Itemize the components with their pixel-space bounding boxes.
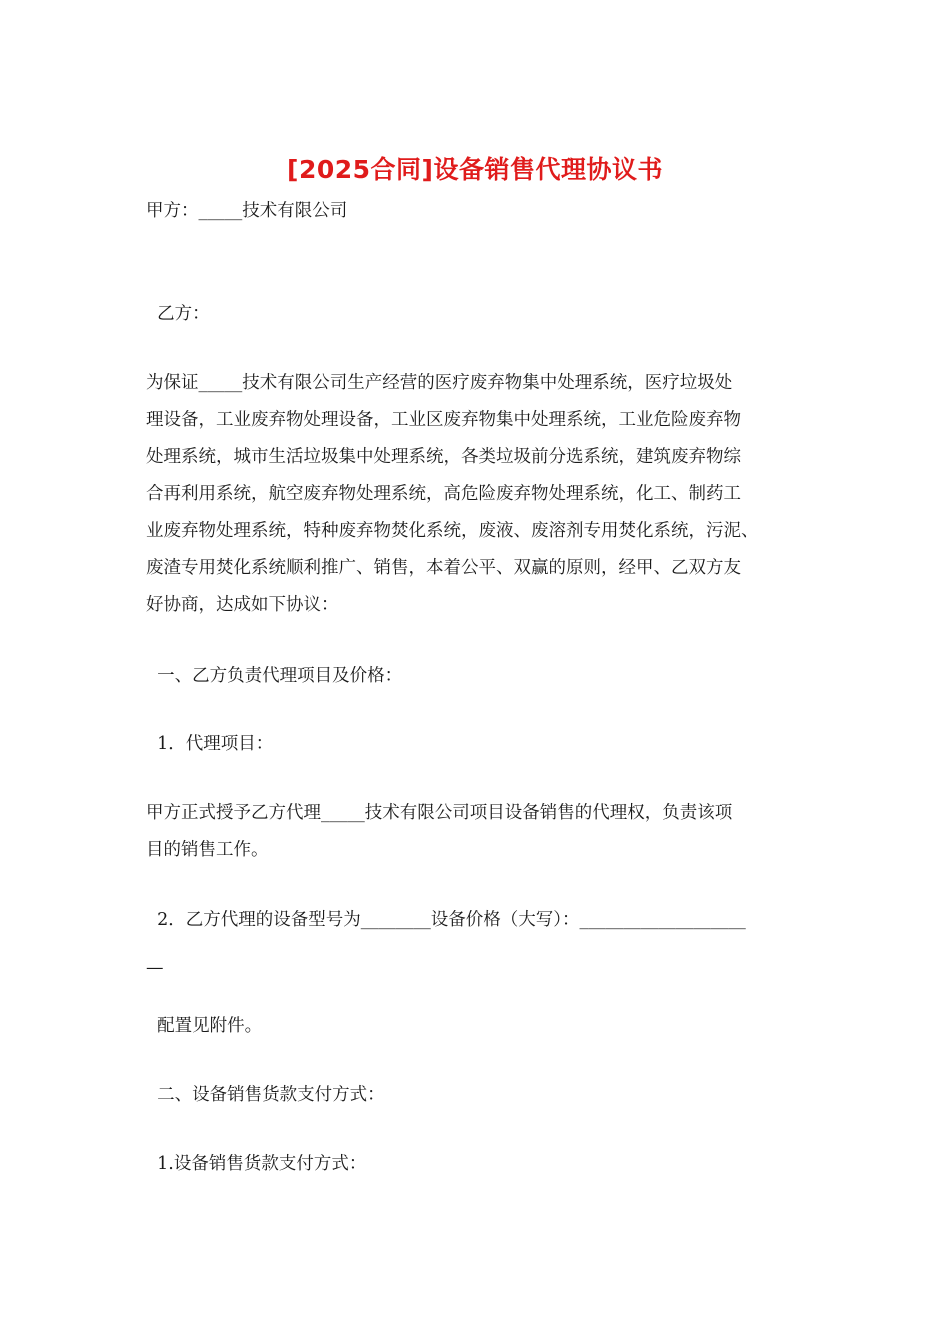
section-2-heading: 二、设备销售货款支付方式： xyxy=(146,1085,385,1105)
config-note: 配置见附件。 xyxy=(146,1016,263,1036)
party-b-line: 乙方： xyxy=(146,304,210,324)
section-1-heading: 一、乙方负责代理项目及价格： xyxy=(146,666,403,686)
party-a-line: 甲方：_____技术有限公司 xyxy=(146,201,348,221)
document-title: [2025合同]设备销售代理协议书 xyxy=(287,155,663,184)
item-2-line: 2．乙方代理的设备型号为________设备价格（大写）：___________________ xyxy=(146,910,746,930)
item-1-body: 甲方正式授予乙方代理_____技术有限公司项目设备销售的代理权，负责该项 目的销售工作。 xyxy=(146,803,733,860)
item-2-continuation: — xyxy=(146,958,164,978)
item-1-heading: 1．代理项目： xyxy=(146,734,274,754)
item-2-1-heading: 1.设备销售货款支付方式： xyxy=(146,1154,367,1174)
intro-paragraph: 为保证_____技术有限公司生产经营的医疗废弃物集中处理系统，医疗垃圾处 理设备，工业废弃物处理设备，工业区废弃物集中处理系统，工业危险废弃物 处理系统，城市生活垃圾集中处理系统，各类垃圾前分选系统，建筑废弃物综 合再利用系统，航空废弃物处理系统，高危险废弃物处理系统，化工、制药工 业废弃物处理系统，特种废弃物焚化系统，废液、废溶剂专用焚化系统，污泥、 废渣专用焚化系统顺利推广、销售，本着公平、双赢的原则，经甲、乙双方友 好协商，达成如下协议： xyxy=(146,373,759,615)
